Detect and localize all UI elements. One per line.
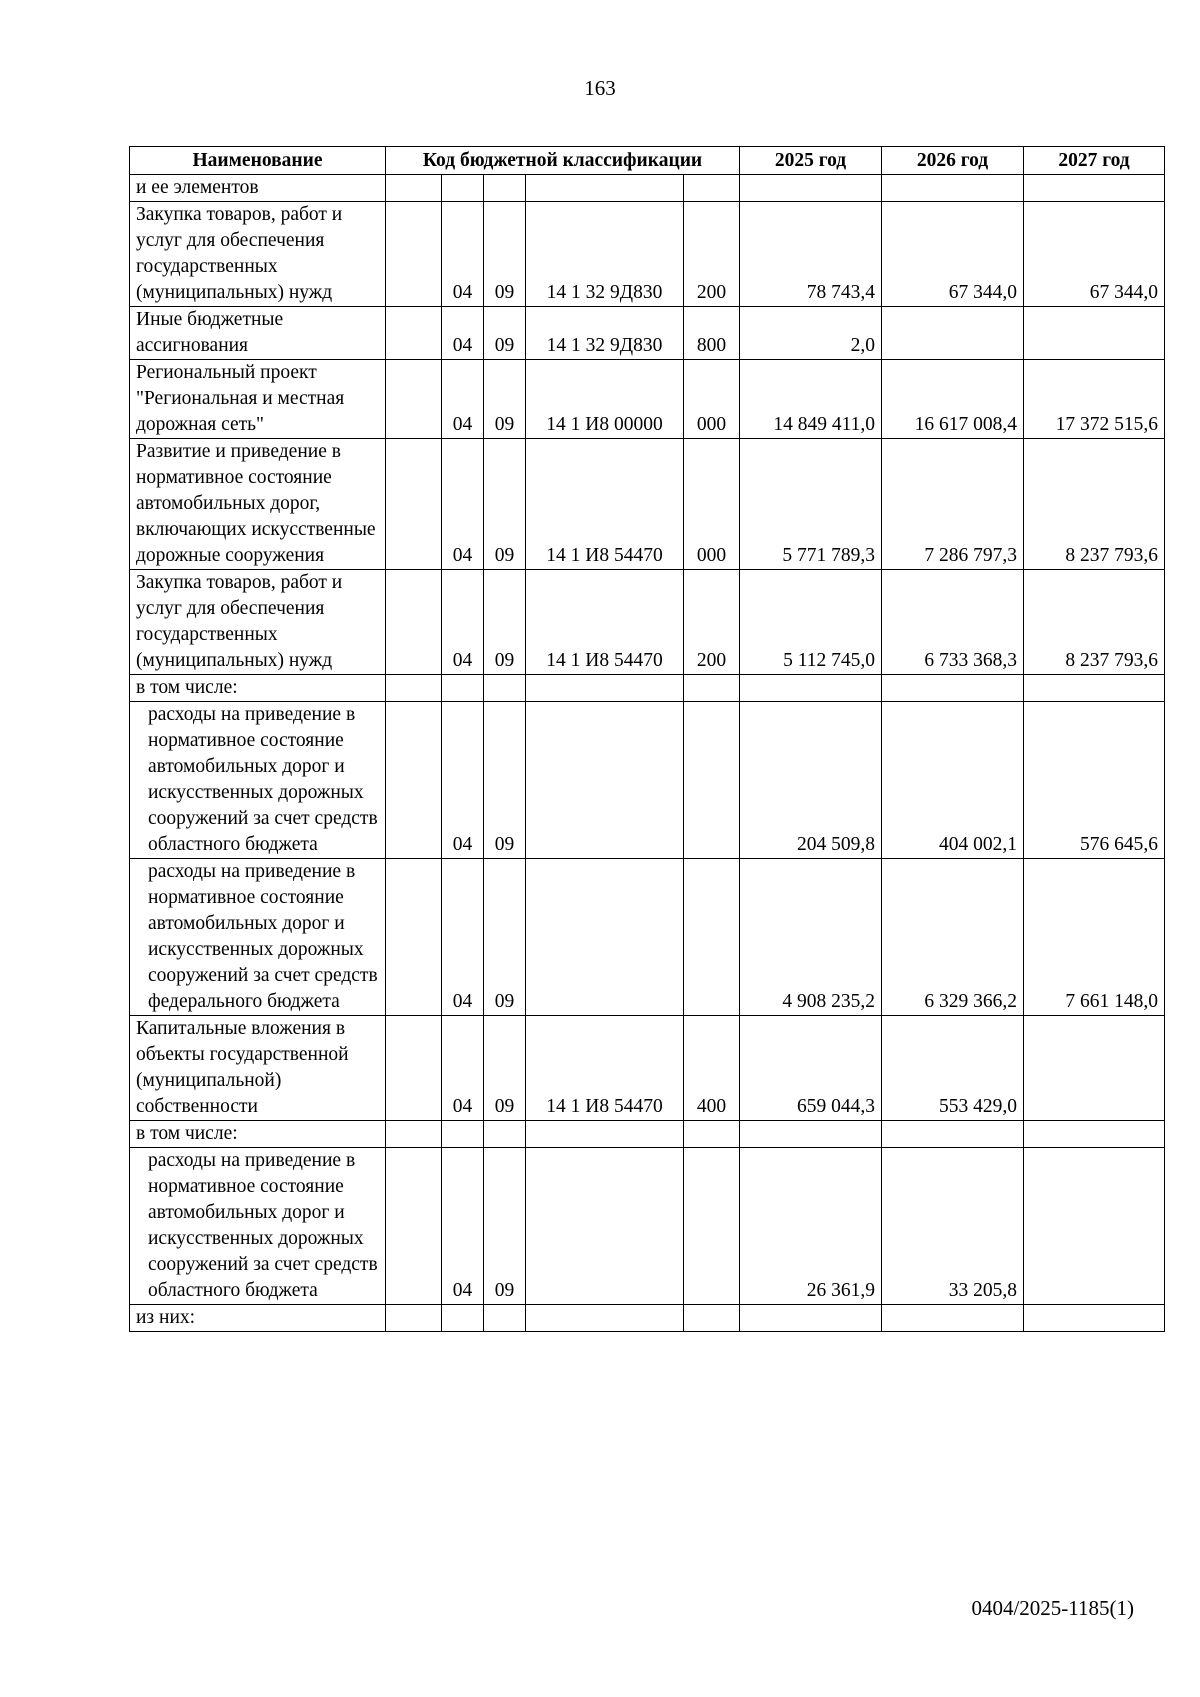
header-code: Код бюджетной классификации bbox=[386, 147, 740, 175]
code-target-article: 14 1 32 9Д830 bbox=[526, 202, 684, 307]
code-main bbox=[386, 360, 442, 439]
code-main bbox=[386, 859, 442, 1016]
value-2025: 659 044,3 bbox=[740, 1016, 882, 1121]
table-row bbox=[130, 859, 1165, 1016]
header-2025: 2025 год bbox=[740, 147, 882, 175]
code-expense-type bbox=[684, 702, 740, 859]
code-expense-type: 200 bbox=[684, 570, 740, 675]
code-subsection: 09 bbox=[484, 702, 526, 859]
code-target-article: 14 1 И8 54470 bbox=[526, 439, 684, 570]
code-subsection: 09 bbox=[484, 859, 526, 1016]
value-2026: 33 205,8 bbox=[882, 1148, 1024, 1305]
row-name: Иные бюджетные ассигнования bbox=[130, 307, 386, 360]
code-main bbox=[386, 175, 442, 202]
code-main bbox=[386, 1305, 442, 1332]
code-expense-type: 800 bbox=[684, 307, 740, 360]
table-row bbox=[130, 175, 1165, 202]
code-expense-type bbox=[684, 1121, 740, 1148]
table-row bbox=[130, 1016, 1165, 1121]
page-number: 163 bbox=[584, 76, 616, 100]
value-2027 bbox=[1024, 675, 1165, 702]
code-section: 04 bbox=[442, 859, 484, 1016]
value-2027: 8 237 793,6 bbox=[1024, 439, 1165, 570]
code-main bbox=[386, 1121, 442, 1148]
code-expense-type bbox=[684, 859, 740, 1016]
value-2025: 5 771 789,3 bbox=[740, 439, 882, 570]
value-2025: 78 743,4 bbox=[740, 202, 882, 307]
code-target-article: 14 1 И8 00000 bbox=[526, 360, 684, 439]
code-section bbox=[442, 175, 484, 202]
code-target-article bbox=[526, 1121, 684, 1148]
code-subsection bbox=[484, 175, 526, 202]
value-2026: 16 617 008,4 bbox=[882, 360, 1024, 439]
code-target-article bbox=[526, 675, 684, 702]
value-2027 bbox=[1024, 1121, 1165, 1148]
value-2026 bbox=[882, 675, 1024, 702]
code-target-article bbox=[526, 1305, 684, 1332]
header-name: Наименование bbox=[130, 147, 386, 175]
table-row bbox=[130, 202, 1165, 307]
code-subsection: 09 bbox=[484, 202, 526, 307]
value-2026: 7 286 797,3 bbox=[882, 439, 1024, 570]
code-subsection: 09 bbox=[484, 570, 526, 675]
code-section bbox=[442, 675, 484, 702]
code-section: 04 bbox=[442, 570, 484, 675]
code-main bbox=[386, 1148, 442, 1305]
value-2026 bbox=[882, 307, 1024, 360]
document-number: 0404/2025-1185(1) bbox=[971, 1596, 1134, 1620]
row-name: Капитальные вложения в объекты государственной (муниципальной) собственности bbox=[130, 1016, 386, 1121]
table-row bbox=[130, 675, 1165, 702]
value-2025 bbox=[740, 1121, 882, 1148]
row-name: Закупка товаров, работ и услуг для обеспечения государственных (муниципальных) нужд bbox=[130, 570, 386, 675]
code-subsection bbox=[484, 1121, 526, 1148]
value-2025 bbox=[740, 1305, 882, 1332]
value-2027 bbox=[1024, 1148, 1165, 1305]
code-expense-type bbox=[684, 675, 740, 702]
code-section bbox=[442, 1305, 484, 1332]
code-expense-type bbox=[684, 175, 740, 202]
value-2027 bbox=[1024, 1016, 1165, 1121]
table-header-row bbox=[130, 147, 1165, 175]
code-target-article bbox=[526, 175, 684, 202]
code-subsection: 09 bbox=[484, 439, 526, 570]
value-2027 bbox=[1024, 1305, 1165, 1332]
table-row bbox=[130, 439, 1165, 570]
code-section: 04 bbox=[442, 702, 484, 859]
code-subsection bbox=[484, 1305, 526, 1332]
table-row bbox=[130, 570, 1165, 675]
row-name: Закупка товаров, работ и услуг для обеспечения государственных (муниципальных) нужд bbox=[130, 202, 386, 307]
code-subsection: 09 bbox=[484, 1148, 526, 1305]
code-expense-type: 000 bbox=[684, 439, 740, 570]
header-2026: 2026 год bbox=[882, 147, 1024, 175]
value-2026 bbox=[882, 1121, 1024, 1148]
code-target-article: 14 1 32 9Д830 bbox=[526, 307, 684, 360]
code-expense-type: 000 bbox=[684, 360, 740, 439]
value-2026 bbox=[882, 1305, 1024, 1332]
code-main bbox=[386, 439, 442, 570]
value-2026: 553 429,0 bbox=[882, 1016, 1024, 1121]
code-main bbox=[386, 202, 442, 307]
row-name: расходы на приведение в нормативное состояние автомобильных дорог и искусственных дорожных сооружений за счет средств областного бюджета bbox=[130, 1148, 386, 1305]
value-2025: 204 509,8 bbox=[740, 702, 882, 859]
table-row bbox=[130, 1121, 1165, 1148]
code-section: 04 bbox=[442, 307, 484, 360]
code-section: 04 bbox=[442, 1016, 484, 1121]
row-name: из них: bbox=[130, 1305, 386, 1332]
row-name: в том числе: bbox=[130, 1121, 386, 1148]
value-2025 bbox=[740, 175, 882, 202]
code-subsection: 09 bbox=[484, 307, 526, 360]
row-name: Региональный проект "Региональная и местная дорожная сеть" bbox=[130, 360, 386, 439]
code-expense-type bbox=[684, 1305, 740, 1332]
table-row bbox=[130, 360, 1165, 439]
value-2027: 17 372 515,6 bbox=[1024, 360, 1165, 439]
code-target-article: 14 1 И8 54470 bbox=[526, 570, 684, 675]
value-2026: 6 329 366,2 bbox=[882, 859, 1024, 1016]
code-section: 04 bbox=[442, 202, 484, 307]
table-row bbox=[130, 307, 1165, 360]
code-target-article bbox=[526, 1148, 684, 1305]
code-section: 04 bbox=[442, 439, 484, 570]
code-main bbox=[386, 307, 442, 360]
header-2027: 2027 год bbox=[1024, 147, 1165, 175]
code-subsection: 09 bbox=[484, 1016, 526, 1121]
value-2025: 14 849 411,0 bbox=[740, 360, 882, 439]
row-name: расходы на приведение в нормативное состояние автомобильных дорог и искусственных дорожных сооружений за счет средств федерального бюджета bbox=[130, 859, 386, 1016]
code-expense-type bbox=[684, 1148, 740, 1305]
code-target-article bbox=[526, 702, 684, 859]
row-name: Развитие и приведение в нормативное состояние автомобильных дорог, включающих искусственные дорожные сооружения bbox=[130, 439, 386, 570]
code-subsection bbox=[484, 675, 526, 702]
code-main bbox=[386, 702, 442, 859]
value-2026: 6 733 368,3 bbox=[882, 570, 1024, 675]
value-2025: 26 361,9 bbox=[740, 1148, 882, 1305]
code-main bbox=[386, 570, 442, 675]
table-body bbox=[130, 175, 1165, 1332]
table-row bbox=[130, 1148, 1165, 1305]
value-2025: 5 112 745,0 bbox=[740, 570, 882, 675]
code-main bbox=[386, 1016, 442, 1121]
row-name: в том числе: bbox=[130, 675, 386, 702]
code-target-article bbox=[526, 859, 684, 1016]
code-section: 04 bbox=[442, 1148, 484, 1305]
value-2027: 7 661 148,0 bbox=[1024, 859, 1165, 1016]
row-name: расходы на приведение в нормативное состояние автомобильных дорог и искусственных дорожных сооружений за счет средств областного бюджета bbox=[130, 702, 386, 859]
value-2025: 2,0 bbox=[740, 307, 882, 360]
value-2027: 67 344,0 bbox=[1024, 202, 1165, 307]
code-expense-type: 400 bbox=[684, 1016, 740, 1121]
value-2026: 67 344,0 bbox=[882, 202, 1024, 307]
table-row bbox=[130, 702, 1165, 859]
value-2027 bbox=[1024, 307, 1165, 360]
code-target-article: 14 1 И8 54470 bbox=[526, 1016, 684, 1121]
code-main bbox=[386, 675, 442, 702]
code-section: 04 bbox=[442, 360, 484, 439]
table-row bbox=[130, 1305, 1165, 1332]
value-2027: 576 645,6 bbox=[1024, 702, 1165, 859]
value-2026: 404 002,1 bbox=[882, 702, 1024, 859]
value-2025 bbox=[740, 675, 882, 702]
code-subsection: 09 bbox=[484, 360, 526, 439]
value-2026 bbox=[882, 175, 1024, 202]
value-2025: 4 908 235,2 bbox=[740, 859, 882, 1016]
code-section bbox=[442, 1121, 484, 1148]
code-expense-type: 200 bbox=[684, 202, 740, 307]
value-2027 bbox=[1024, 175, 1165, 202]
budget-table bbox=[129, 146, 1165, 1332]
row-name: и ее элементов bbox=[130, 175, 386, 202]
value-2027: 8 237 793,6 bbox=[1024, 570, 1165, 675]
